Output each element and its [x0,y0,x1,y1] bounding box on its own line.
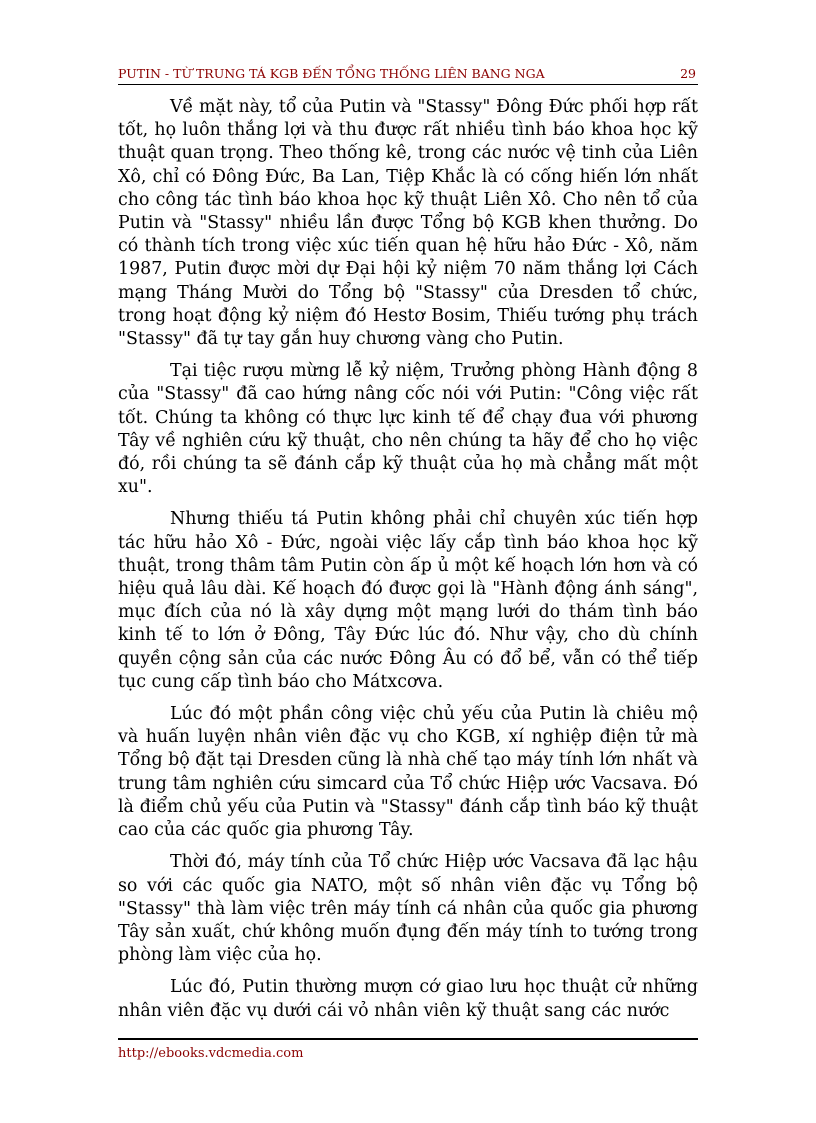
paragraph: Về mặt này, tổ của Putin và "Stassy" Đông Đức phối hợp rất tốt, họ luôn thắng lợi và thu được rất nhiều tình báo khoa học kỹ thuật quan trọng. Theo thống kê, trong các nước vệ tinh của Liên Xô, chỉ có Đông Đức, Ba Lan, Tiệp Khắc là có cống hiến lớn nhất cho công tác tình báo khoa học kỹ thuật Liên Xô. Cho nên tổ của Putin và "Stassy" nhiều lần được Tổng bộ KGB khen thưởng. Do có thành tích trong việc xúc tiến quan hệ hữu hảo Đức - Xô, năm 1987, Putin được mời dự Đại hội kỷ niệm 70 năm thắng lợi Cách mạng Tháng Mười do Tổng bộ "Stassy" của Dresden tổ chức, trong hoạt động kỷ niệm đó Hestơ Bosim, Thiếu tướng phụ trách "Stassy" đã tự tay gắn huy chương vàng cho Putin. [118,97,698,350]
footer-url[interactable]: http://ebooks.vdcmedia.com [118,1046,304,1061]
paragraph: Lúc đó, Putin thường mượn cớ giao lưu học thuật cử những nhân viên đặc vụ dưới cái vỏ nhân viên kỹ thuật sang các nước [118,977,698,1021]
paragraph: Tại tiệc rượu mừng lễ kỷ niệm, Trưởng phòng Hành động 8 của "Stassy" đã cao hứng nâng cốc nói với Putin: "Công việc rất tốt. Chúng ta không có thực lực kinh tế để chạy đua với phương Tây về nghiên cứu kỹ thuật, cho nên chúng ta hãy để cho họ việc đó, rồi chúng ta sẽ đánh cắp kỹ thuật của họ mà chẳng mất một xu". [118,361,698,498]
running-header [118,64,698,84]
footer-divider [118,1038,698,1040]
page-number: 29 [680,66,696,81]
paragraph: Thời đó, máy tính của Tổ chức Hiệp ước Vacsava đã lạc hậu so với các quốc gia NATO, một số nhân viên đặc vụ Tổng bộ "Stassy" thà làm việc trên máy tính cá nhân của quốc gia phương Tây sản xuất, chứ không muốn đụng đến máy tính to tướng trong phòng làm việc của họ. [118,852,698,966]
paragraph: Nhưng thiếu tá Putin không phải chỉ chuyên xúc tiến hợp tác hữu hảo Xô - Đức, ngoài việc lấy cắp tình báo khoa học kỹ thuật, trong thâm tâm Putin còn ấp ủ một kế hoạch lớn hơn và có hiệu quả lâu dài. Kế hoạch đó được gọi là "Hành động ánh sáng", mục đích của nó là xây dựng một mạng lưới do thám tình báo kinh tế to lớn ở Đông, Tây Đức lúc đó. Như vậy, cho dù chính quyền cộng sản của các nước Đông Âu có đổ bể, vẫn có thể tiếp tục cung cấp tình báo cho Mátxcơva. [118,509,698,692]
body-text [118,96,698,1032]
paragraph: Lúc đó một phần công việc chủ yếu của Putin là chiêu mộ và huấn luyện nhân viên đặc vụ cho KGB, xí nghiệp điện tử mà Tổng bộ đặt tại Dresden cũng là nhà chế tạo máy tính lớn nhất và trung tâm nghiên cứu simcard của Tổ chức Hiệp ước Vacsava. Đó là điểm chủ yếu của Putin và "Stassy" đánh cắp tình báo kỹ thuật cao của các quốc gia phương Tây. [118,704,698,841]
header-title: PUTIN - TỪ TRUNG TÁ KGB ĐẾN TỔNG THỐNG LIÊN BANG NGA [118,66,545,81]
header-divider [118,84,698,85]
